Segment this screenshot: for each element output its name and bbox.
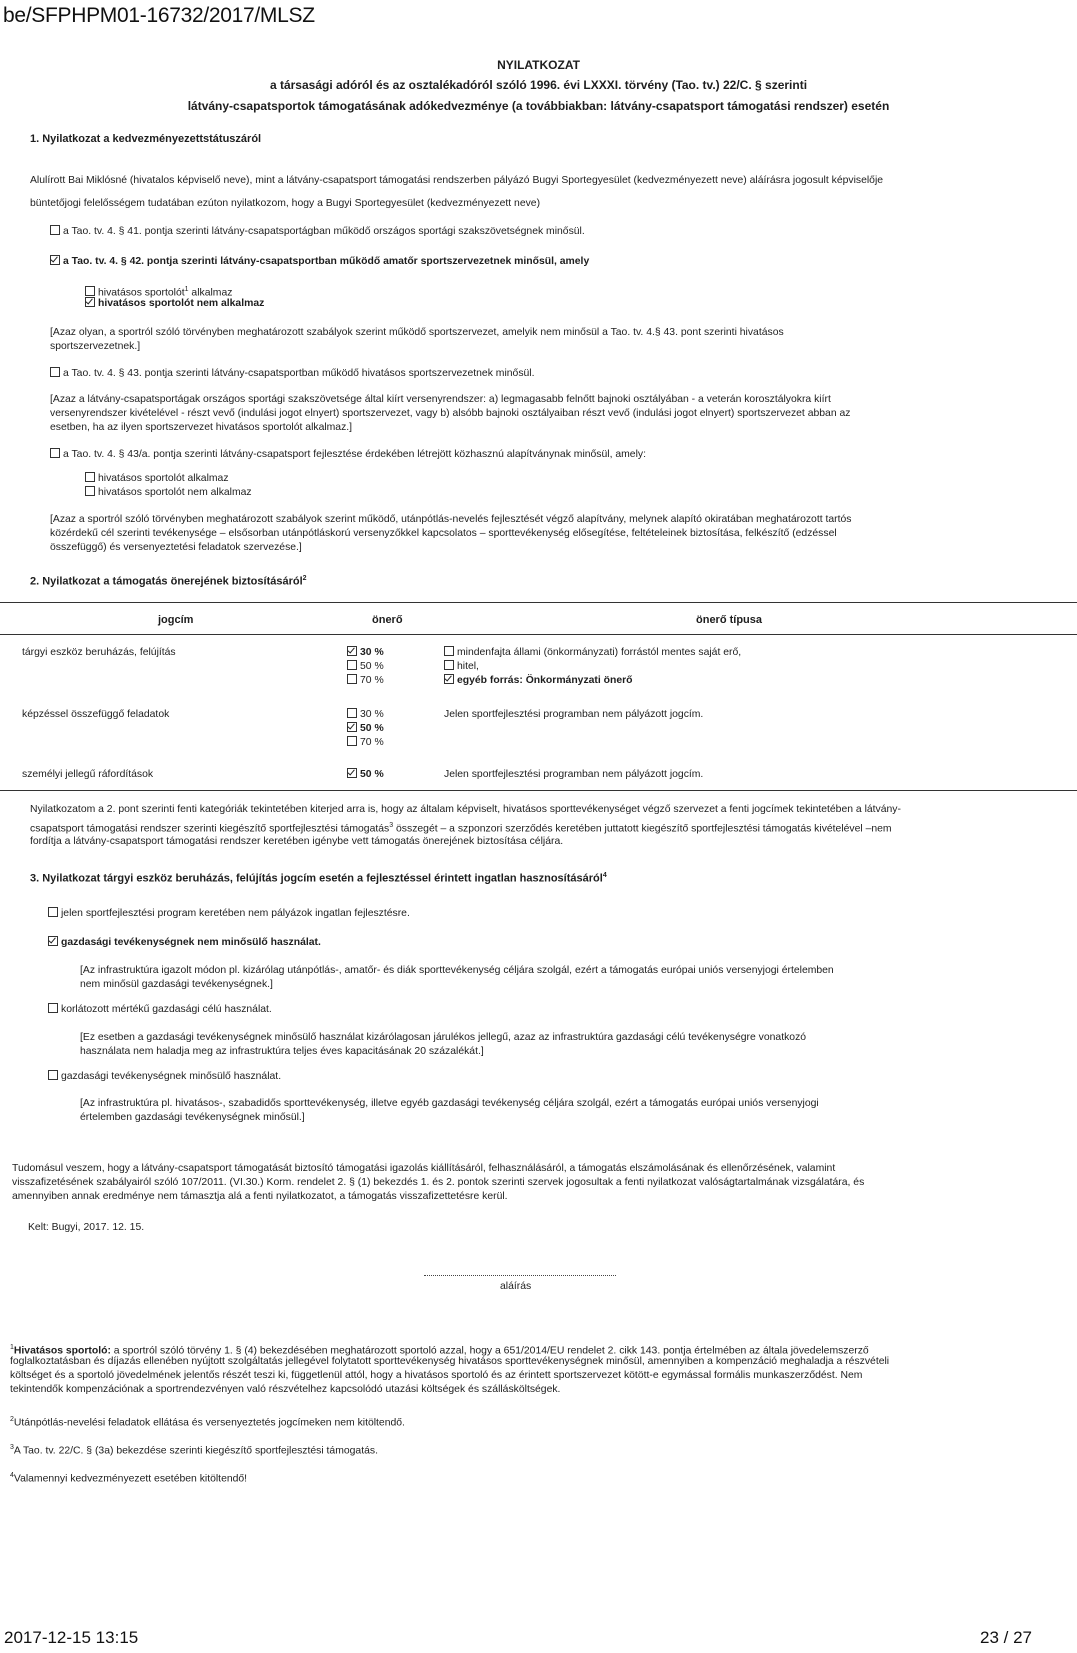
status-option-2a-label: hivatásos sportolót (98, 287, 185, 299)
usage-option-3-note-1: [Ez esetben a gazdasági tevékenységnek minősülő használat kizárólagosan járulékos jellegű, azaz az infrastruktúra gazdasági célú tevékenységre vonatkozó (80, 1032, 807, 1043)
table-top-rule (0, 602, 1077, 603)
status-option-4b-label: hivatásos sportolót nem alkalmaz (98, 487, 252, 498)
section-1-heading: 1. Nyilatkozat a kedvezményezettstátuszáról (30, 133, 262, 145)
checkbox-icon[interactable] (347, 674, 357, 684)
usage-option-2-note-2: nem minősül gazdasági tevékenységnek.] (80, 979, 273, 990)
checkbox-icon[interactable] (347, 660, 357, 670)
footnote-2 (10, 1412, 405, 1430)
checkbox-icon[interactable] (50, 225, 60, 235)
footnote-3-text: A Tao. tv. 22/C. § (3a) bekezdése szerinti kiegészítő sportfejlesztési támogatás. (13, 1445, 378, 1457)
usage-option-3-note-2: használata nem haladja meg az infrastruktúra teljes éves kapacitásának 20 százalékát.] (80, 1046, 484, 1057)
section-3-heading (30, 872, 607, 885)
document-subtitle-2: látvány-csapatsportok támogatásának adókedvezménye (a továbbiakban: látvány-csapatsport támogatási rendszer) esetén (187, 99, 890, 113)
usage-option-4-note-1: [Az infrastruktúra pl. hivatásos-, szabadidős sporttevékenység, illetve egyéb gazdasági tevékenység céljára szolgál, ezért a támogatás európai uniós versenyjogi (80, 1098, 819, 1109)
status-option-4-note-3: összefüggő) és versenyeztetési feladatok szervezése.] (50, 542, 302, 553)
closing-line-3: amennyiben annak eredménye nem támasztja alá a fenti nyilatkozatot, a támogatás visszafizettetésre kerül. (12, 1191, 508, 1202)
checkbox-checked-icon[interactable] (48, 936, 58, 946)
checkbox-icon[interactable] (347, 736, 357, 746)
status-option-1-label: a Tao. tv. 4. § 41. pontja szerinti látvány-csapatsportágban működő országos sportági szakszövetségnek minősül. (63, 226, 585, 237)
status-option-3-note-1: [Azaz a látvány-csapatsportágak országos sportági szakszövetsége által kiírt versenyrendszer: a) legmagasabb felnőtt bajnoki osztályában - a veterán korosztályokra kiírt (50, 394, 831, 405)
row-2-option-70-label: 70 % (360, 737, 384, 748)
usage-option-1[interactable] (48, 906, 410, 921)
section-2-heading (30, 575, 307, 588)
section-2-heading-text: 2. Nyilatkozat a támogatás önerejének biztosításáról (30, 575, 303, 588)
document-id: be/SFPHPM01-16732/2017/MLSZ (3, 4, 315, 27)
checkbox-icon[interactable] (48, 1070, 58, 1080)
footnote-ref-1: 1 (184, 286, 189, 293)
row-1-type-1[interactable] (444, 645, 741, 660)
footnote-ref-4: 4 (602, 872, 607, 879)
checkbox-icon[interactable] (48, 907, 58, 917)
footnote-1-term: Hivatásos sportoló: (13, 1345, 111, 1357)
status-option-3-note-3: esetben, ha az ilyen sportszervezet hivatásos sportolót alkalmaz.] (50, 422, 353, 433)
checkbox-icon[interactable] (50, 448, 60, 458)
checkbox-checked-icon[interactable] (347, 768, 357, 778)
status-option-4[interactable] (50, 447, 646, 462)
row-2-type: Jelen sportfejlesztési programban nem pályázott jogcím. (444, 709, 704, 720)
status-option-4-label: a Tao. tv. 4. § 43/a. pontja szerinti látvány-csapatsport fejlesztése érdekében létrejött közhasznú alapítványnak minősül, amely: (63, 449, 646, 460)
row-2-option-50[interactable] (347, 721, 384, 736)
usage-option-2-label: gazdasági tevékenységnek nem minősülő használat. (61, 937, 321, 948)
checkbox-checked-icon[interactable] (347, 646, 357, 656)
row-1-type-3[interactable] (444, 673, 633, 688)
table-bottom-rule (0, 790, 1077, 791)
status-option-4a[interactable] (85, 471, 229, 486)
table-row-3-label: személyi jellegű ráfordítások (22, 769, 154, 780)
checkbox-checked-icon[interactable] (50, 255, 60, 265)
row-2-option-30-label: 30 % (360, 709, 384, 720)
closing-line-2: visszafizetésének szabályairól szóló 107/2011. (VI.30.) Korm. rendelet 2. § (1) bekezdés 1. és 2. pontok szerinti szervek jogosultak a fenti nyilatkozat valóságtartalmának vizsgálatára, és (12, 1177, 865, 1188)
status-option-2b-label: hivatásos sportolót nem alkalmaz (98, 298, 265, 309)
footnote-3-number: 3 (10, 1444, 14, 1451)
footnote-ref-2: 2 (302, 575, 307, 582)
footnote-1-line-3: költséget és a sportoló jövedelmének jelentős részét teszi ki, függetlenül attól, hogy a hivatásos sportoló és az érintett sportszervezet kötött-e egymással formális munkaszerződést. Nem (10, 1370, 863, 1381)
checkbox-checked-icon[interactable] (85, 297, 95, 307)
footnote-4-text: Valamennyi kedvezményezett esetében kitöltendő! (13, 1473, 248, 1485)
row-1-type-2-label: hitel, (457, 661, 479, 672)
intro-line-2: büntetőjogi felelősségem tudatában ezúton nyilatkozom, hogy a Bugyi Sportegyesület (kedvezményezett neve) (30, 198, 541, 209)
status-option-4a-label: hivatásos sportolót alkalmaz (98, 473, 229, 484)
checkbox-checked-icon[interactable] (444, 674, 454, 684)
checkbox-icon[interactable] (85, 472, 95, 482)
usage-option-4-note-2: értelemben gazdasági tevékenységnek minősül.] (80, 1112, 305, 1123)
status-option-1[interactable] (50, 224, 585, 239)
row-1-option-50[interactable] (347, 659, 384, 674)
status-option-2[interactable] (50, 254, 589, 269)
signature-label: aláírás (500, 1281, 532, 1292)
closing-line-1: Tudomásul veszem, hogy a látvány-csapatsport támogatását biztosító támogatási igazolás kiállításáról, felhasználásáról, a támogatás elszámolásának és ellenőrzésének, valamint (12, 1163, 836, 1174)
status-option-2a-label-tail: alkalmaz (188, 287, 233, 299)
row-3-option-50[interactable] (347, 767, 384, 782)
status-option-4-note-2: közérdekű cél szerinti tevékenysége – elsősorban utánpótláskorú versenyzőkkel kapcsolatos – sporttevékenység elősegítése, feltételeinek biztosítása, felkészítő (edzéssel (50, 528, 837, 539)
row-1-option-70-label: 70 % (360, 675, 384, 686)
signature-line[interactable] (424, 1275, 616, 1276)
footnote-4 (10, 1468, 247, 1486)
footnote-ref-3: 3 (389, 822, 394, 829)
intro-line-1: Alulírott Bai Miklósné (hivatalos képviselő neve), mint a látvány-csapatsport támogatási rendszerben pályázó Bugyi Sportegyesület (kedvezményezett neve) aláírásra jogosult képviselője (30, 175, 884, 186)
table-header-rule (0, 634, 1077, 635)
footnote-1-text-1: a sportról szóló törvény 1. § (4) bekezdésében meghatározott sportoló azzal, hogy a 651/2014/EU rendelet 2. cikk 143. pontja értelmében az általa jövedelemszerző (110, 1345, 869, 1357)
row-1-option-70[interactable] (347, 673, 384, 688)
usage-option-4[interactable] (48, 1069, 281, 1084)
document-title: NYILATKOZAT (497, 58, 580, 72)
status-option-2-note-1: [Azaz olyan, a sportról szóló törvényben meghatározott szabályok szerint működő sportszervezet, amelyik nem minősül a Tao. tv. 4.§ 43. pont szerinti hivatásos (50, 327, 784, 338)
column-header-jogcim: jogcím (158, 614, 194, 626)
row-1-type-3-label: egyéb forrás: Önkormányzati önerő (457, 675, 633, 686)
status-option-4-note-1: [Azaz a sportról szóló törvényben meghatározott szabályok szerint működő, utánpótlás-nevelés fejlesztését végző alapítvány, melynek alapító okiratában meghatározott tartós (50, 514, 852, 525)
footnote-1-line-2: foglalkoztatásban és díjazás ellenében nyújtott szolgáltatás jellegével folytatott sporttevékenység hivatásos sporttevékenységnek minősül, amennyiben a kompenzáció meghaladja a részvételi (10, 1356, 890, 1367)
status-option-3-note-2: versenyrendszer kivételével - részt vevő (indulási jogot elnyert) sportszervezet, vagy b) alsóbb bajnoki osztályaiban részt vevő (indulási jogot elnyert) sportszervezet abban az (50, 408, 851, 419)
section-3-heading-text: 3. Nyilatkozat tárgyi eszköz beruházás, felújítás jogcím esetén a fejlesztéssel érintett ingatlan hasznosításáról (30, 872, 603, 885)
column-header-onero-tipusa: önerő típusa (696, 614, 763, 626)
row-1-type-2[interactable] (444, 659, 479, 674)
status-option-2-note-2: sportszervezetnek.] (50, 341, 141, 352)
row-1-option-50-label: 50 % (360, 661, 384, 672)
usage-option-3-label: korlátozott mértékű gazdasági célú használat. (61, 1004, 272, 1015)
usage-option-3[interactable] (48, 1002, 272, 1017)
checkbox-icon[interactable] (347, 708, 357, 718)
footnote-1-line-4: tekintendők kompenzációnak a sportrendezvényen való részvételhez kapcsolódó utazási költségek és szállásköltségek. (10, 1384, 561, 1395)
usage-option-2[interactable] (48, 935, 321, 950)
section-2-after-1: Nyilatkozatom a 2. pont szerinti fenti kategóriák tekintetében kiterjed arra is, hogy az általam képviselt, hivatásos sporttevékenységet végző szervezet a fenti jogcímek tekintetében a látvány- (30, 804, 901, 815)
row-2-option-50-label: 50 % (360, 723, 384, 734)
checkbox-icon[interactable] (48, 1003, 58, 1013)
checkbox-checked-icon[interactable] (347, 722, 357, 732)
checkbox-icon[interactable] (444, 660, 454, 670)
row-2-option-30[interactable] (347, 707, 384, 722)
section-2-after-3: fordítja a látvány-csapatsport támogatási rendszer keretében igénybe vett támogatás önerejének biztosítása céljára. (30, 836, 564, 847)
row-1-option-30[interactable] (347, 645, 384, 660)
footnote-3 (10, 1440, 378, 1458)
document-subtitle-1: a társasági adóról és az osztalékadóról szóló 1996. évi LXXXI. törvény (Tao. tv.) 22/C. § szerinti (269, 78, 808, 92)
checkbox-icon[interactable] (444, 646, 454, 656)
status-option-4b[interactable] (85, 485, 252, 500)
date-line: Kelt: Bugyi, 2017. 12. 15. (28, 1222, 145, 1233)
footnote-2-text: Utánpótlás-nevelési feladatok ellátása és versenyeztetés jogcímeken nem kitöltendő. (13, 1417, 405, 1429)
status-option-3-label: a Tao. tv. 4. § 43. pontja szerinti látvány-csapatsportban működő hivatásos sportszervezetnek minősül. (63, 368, 535, 379)
status-option-2-label: a Tao. tv. 4. § 42. pontja szerinti látvány-csapatsportban működő amatőr sportszervezetnek minősül, amely (63, 256, 590, 267)
footnote-1-number: 1 (10, 1344, 14, 1351)
checkbox-icon[interactable] (85, 486, 95, 496)
checkbox-icon[interactable] (50, 367, 60, 377)
fax-timestamp: 2017-12-15 13:15 (4, 1628, 139, 1647)
column-header-onero: önerő (372, 614, 403, 626)
row-3-option-50-label: 50 % (360, 769, 384, 780)
checkbox-icon[interactable] (85, 286, 95, 296)
usage-option-1-label: jelen sportfejlesztési program keretében nem pályázok ingatlan fejlesztésre. (61, 908, 410, 919)
section-2-after-2b: összegét – a szponzori szerződés keretében juttatott kiegészítő sportfejlesztési támogatás kivételével –nem (393, 823, 892, 835)
table-row-1-label: tárgyi eszköz beruházás, felújítás (22, 647, 176, 658)
row-3-type: Jelen sportfejlesztési programban nem pályázott jogcím. (444, 769, 704, 780)
footnote-4-number: 4 (10, 1472, 14, 1479)
status-option-2b[interactable] (85, 296, 264, 311)
row-1-option-30-label: 30 % (360, 647, 384, 658)
footnote-2-number: 2 (10, 1416, 14, 1423)
section-2-after-2a: csapatsport támogatási rendszer szerinti kiegészítő sportfejlesztési támogatás (30, 823, 390, 835)
usage-option-4-label: gazdasági tevékenységnek minősülő használat. (61, 1071, 282, 1082)
row-1-type-1-label: mindenfajta állami (önkormányzati) forrástól mentes saját erő, (457, 647, 742, 658)
usage-option-2-note-1: [Az infrastruktúra igazolt módon pl. kizárólag utánpótlás-, amatőr- és diák sporttevékenység céljára szolgál, ezért a támogatás európai uniós versenyjogi értelemben (80, 965, 834, 976)
status-option-3[interactable] (50, 366, 534, 381)
table-row-2-label: képzéssel összefüggő feladatok (22, 709, 170, 720)
row-2-option-70[interactable] (347, 735, 384, 750)
page-counter: 23 / 27 (980, 1628, 1032, 1647)
